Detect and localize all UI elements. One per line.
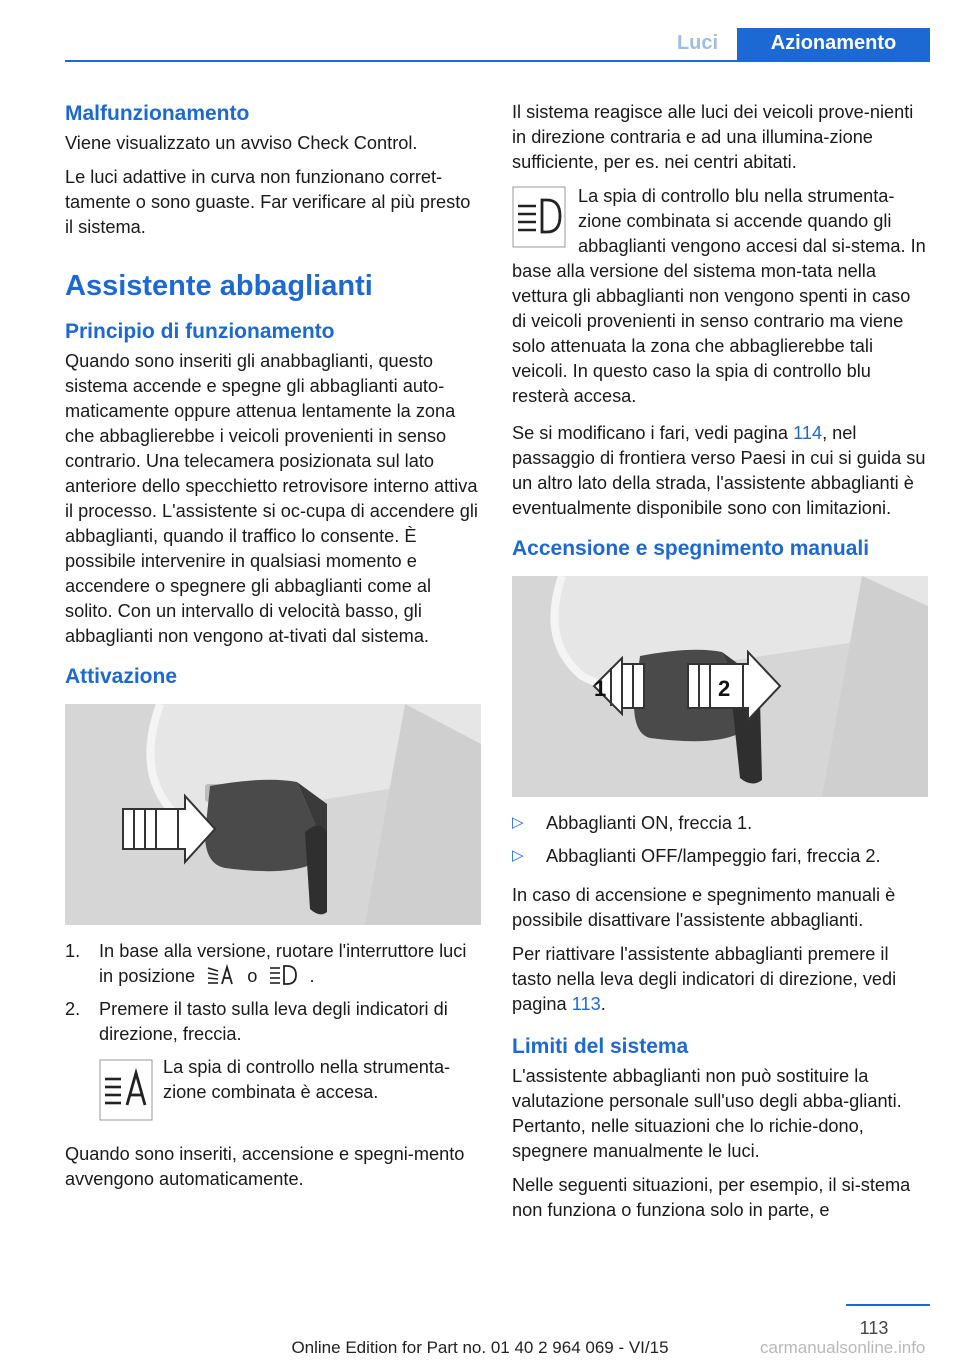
high-beam-icon bbox=[268, 964, 298, 986]
right-paragraph-2 bbox=[512, 421, 928, 521]
heading-principio: Principio di funzionamento bbox=[65, 320, 335, 343]
manual-paragraph-2-a: Per riattivare l'assistente abbaglianti premere il tasto nella leva degli indicatori di direzione, vedi pagina bbox=[512, 944, 897, 1014]
manual-paragraph-1: In caso di accensione e spegnimento manuali è possibile disattivare l'assistente abbaglianti. bbox=[512, 885, 896, 930]
manual-paragraph-2-b: . bbox=[600, 994, 606, 1014]
list-item bbox=[65, 997, 481, 1047]
triangle-bullet-icon: ▷ bbox=[512, 847, 524, 864]
high-beam-assist-icon bbox=[99, 1059, 153, 1121]
limits-paragraph-2: Nelle seguenti situazioni, per esempio, il si-stema non funziona o funziona solo in parte, e bbox=[512, 1175, 911, 1220]
heading-malfunzionamento: Malfunzionamento bbox=[65, 102, 250, 125]
stalk-manual-illustration bbox=[512, 576, 928, 797]
blue-indicator-note-text: La spia di controllo blu nella strumenta-zione combinata si accende quando gli abbaglianti vengono accesi dal si-stema. In base alla versione del sistema mon-tata nella vettura gli abbaglianti non vengono spenti in caso di veicoli provenienti in senso contrario ma viene solo attenuata la zona che abbaglierebbe tali veicoli. In questo caso la spia di controllo blu resterà accesa. bbox=[512, 186, 926, 406]
heading-accensione-manuale: Accensione e spegnimento manuali bbox=[512, 537, 870, 560]
header-section-luci: Luci bbox=[676, 32, 719, 54]
manual-item-2: Abbaglianti OFF/lampeggio fari, freccia 2. bbox=[546, 846, 881, 866]
heading-attivazione: Attivazione bbox=[65, 665, 178, 688]
left-column bbox=[65, 100, 481, 1201]
right-paragraph-1: Il sistema reagisce alle luci dei veicoli prove-nienti in direzione contraria e ad una illumina-zione sufficiente, per es. nei centri abitati. bbox=[512, 102, 914, 172]
blue-indicator-note bbox=[512, 184, 928, 409]
stalk-figure-activation bbox=[65, 704, 481, 925]
figure-label-1: 1 bbox=[594, 676, 607, 701]
step-1-or: o bbox=[247, 966, 258, 986]
indicator-note-text: La spia di controllo nella strumenta-zione combinata è accesa. bbox=[163, 1057, 451, 1102]
malfunction-paragraph-2: Le luci adattive in curva non funzionano corret-tamente o sono guaste. Far verificare al più presto il sistema. bbox=[65, 167, 471, 237]
step-number: 1. bbox=[65, 941, 81, 961]
high-beam-icon bbox=[512, 186, 566, 248]
stalk-illustration bbox=[65, 704, 481, 925]
limits-paragraph-1: L'assistente abbaglianti non può sostituire la valutazione personale sull'uso degli abba-glianti. Pertanto, nelle situazioni che lo richie-dono, spegnere manualmente le luci. bbox=[512, 1066, 902, 1161]
manual-paragraph-2 bbox=[512, 942, 928, 1017]
triangle-bullet-icon: ▷ bbox=[512, 814, 524, 831]
step-1-end: . bbox=[309, 966, 315, 986]
figure-label-2: 2 bbox=[718, 676, 731, 701]
manual-item-1: Abbaglianti ON, freccia 1. bbox=[546, 813, 753, 833]
malfunction-paragraph-1: Viene visualizzato un avviso Check Control. bbox=[65, 133, 418, 153]
manual-list bbox=[512, 811, 928, 869]
activation-steps bbox=[65, 939, 481, 1047]
page-number: 113 bbox=[859, 1318, 889, 1338]
page-link-113[interactable]: 113 bbox=[571, 994, 601, 1014]
activation-end-paragraph: Quando sono inseriti, accensione e spegni-mento avvengono automaticamente. bbox=[65, 1144, 465, 1189]
header-rule bbox=[65, 60, 930, 62]
header-chapter-azionamento: Azionamento bbox=[737, 28, 930, 62]
right-paragraph-2-b: , nel passaggio di frontiera verso Paesi in cui si guida su un altro lato della strada, l'assistente abbaglianti è eventualmente disponibile sono con limitazioni. bbox=[512, 423, 926, 518]
step-2-text: Premere il tasto sulla leva degli indicatori di direzione, freccia. bbox=[99, 999, 448, 1044]
right-column bbox=[512, 100, 928, 1232]
heading-assistente-abbaglianti: Assistente abbaglianti bbox=[65, 270, 373, 302]
footer-edition: Online Edition for Part no. 01 40 2 964 069 - VI/15 bbox=[291, 1338, 669, 1357]
stalk-figure-manual bbox=[512, 576, 928, 797]
list-item bbox=[512, 811, 928, 836]
step-number: 2. bbox=[65, 999, 81, 1019]
watermark: carmanualsonline.info bbox=[760, 1338, 926, 1357]
page-link-114[interactable]: 114 bbox=[793, 423, 823, 443]
right-paragraph-2-a: Se si modificano i fari, vedi pagina bbox=[512, 423, 788, 443]
step-1-text: In base alla versione, ruotare l'interruttore luci in posizione bbox=[99, 941, 467, 986]
list-item bbox=[65, 939, 481, 989]
headlight-auto-icon bbox=[206, 964, 236, 986]
footer-rule bbox=[846, 1304, 930, 1306]
principle-paragraph: Quando sono inseriti gli anabbaglianti, questo sistema accende e spegne gli abbaglianti auto-maticamente oppure attenua lentamente la zona che abbaglierebbe i veicoli provenienti in senso contrario. Una telecamera posizionata sul lato anteriore dello specchietto retrovisore interno attiva il processo. L'assistente si oc-cupa di accendere gli abbaglianti, quando il traffico lo consente. È possibile intervenire in qualsiasi momento e accendere o spegnere gli abbaglianti come al solito. Con un intervallo di velocità basso, gli abbaglianti non vengono at-tivati dal sistema. bbox=[65, 351, 478, 646]
heading-limiti: Limiti del sistema bbox=[512, 1035, 689, 1058]
indicator-note bbox=[99, 1055, 481, 1130]
list-item bbox=[512, 844, 928, 869]
